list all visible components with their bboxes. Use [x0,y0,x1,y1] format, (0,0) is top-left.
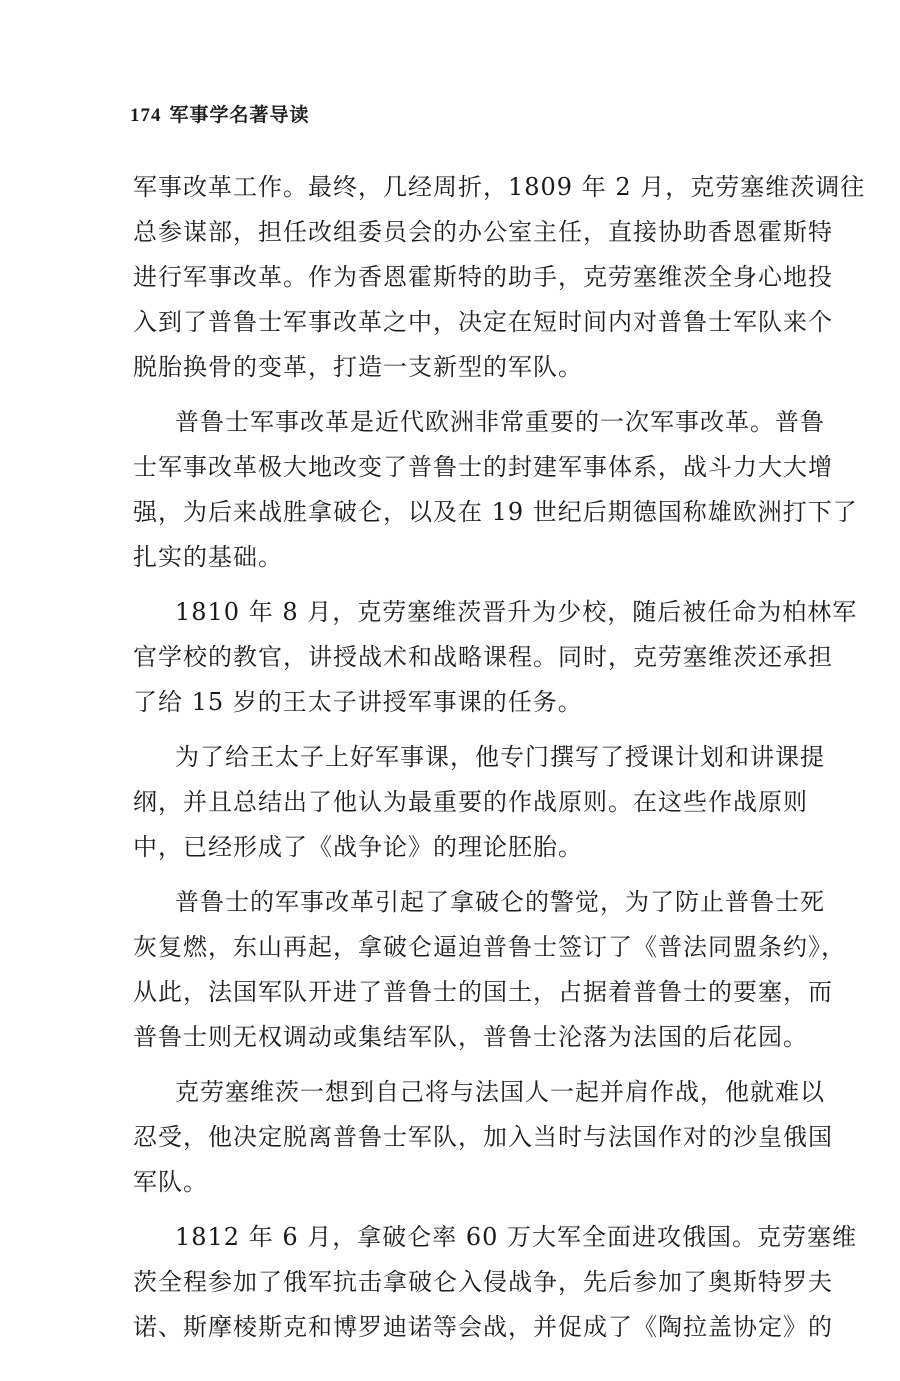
text-line: 普鲁士的军事改革引起了拿破仑的警觉，为了防止普鲁士死 [175,888,825,916]
text-line: 了给 15 岁的王太子讲授军事课的任务。 [133,688,583,716]
text-line: 扎实的基础。 [133,543,283,571]
text-line: 入到了普鲁士军事改革之中，决定在短时间内对普鲁士军队来个 [133,308,833,336]
text-line: 灰复燃，东山再起，拿破仑逼迫普鲁士签订了《普法同盟条约》， [133,933,846,961]
text-line: 1812 年 6 月，拿破仑率 60 万大军全面进攻俄国。克劳塞维 [175,1223,858,1251]
text-line: 官学校的教官，讲授战术和战略课程。同时，克劳塞维茨还承担 [133,643,833,671]
paragraph [133,1215,858,1350]
paragraph [133,1070,833,1205]
running-header [130,100,310,127]
paragraph [133,880,846,1060]
paragraph [133,165,866,390]
page-number: 174 [130,105,162,126]
text-line: 为了给王太子上好军事课，他专门撰写了授课计划和讲课提 [175,743,825,771]
text-line: 普鲁士军事改革是近代欧洲非常重要的一次军事改革。普鲁 [175,408,825,436]
paragraph [133,590,858,725]
text-line: 士军事改革极大地改变了普鲁士的封建军事体系，战斗力大大增 [133,453,833,481]
text-line: 进行军事改革。作为香恩霍斯特的助手，克劳塞维茨全身心地投 [133,263,833,291]
text-line: 从此，法国军队开进了普鲁士的国土，占据着普鲁士的要塞，而 [133,978,833,1006]
text-line: 茨全程参加了俄军抗击拿破仑入侵战争，先后参加了奥斯特罗夫 [133,1268,833,1296]
text-line: 1810 年 8 月，克劳塞维茨晋升为少校，随后被任命为柏林军 [175,598,858,626]
text-line: 总参谋部，担任改组委员会的办公室主任，直接协助香恩霍斯特 [133,218,833,246]
text-line: 军队。 [133,1168,208,1196]
text-line: 普鲁士则无权调动或集结军队，普鲁士沦落为法国的后花园。 [133,1023,808,1051]
paragraph [133,735,825,870]
text-line: 克劳塞维茨一想到自己将与法国人一起并肩作战，他就难以 [175,1078,825,1106]
paragraph [133,400,858,580]
text-line: 纲，并且总结出了他认为最重要的作战原则。在这些作战原则 [133,788,808,816]
book-title: 军事学名著导读 [169,104,310,126]
body-text [133,165,866,1350]
text-line: 忍受，他决定脱离普鲁士军队，加入当时与法国作对的沙皇俄国 [133,1123,833,1151]
text-line: 诺、斯摩棱斯克和博罗迪诺等会战，并促成了《陶拉盖协定》的 [133,1313,833,1341]
text-line: 中，已经形成了《战争论》的理论胚胎。 [133,833,583,861]
text-line: 强，为后来战胜拿破仑，以及在 19 世纪后期德国称雄欧洲打下了 [133,498,858,526]
text-line: 军事改革工作。最终，几经周折，1809 年 2 月，克劳塞维茨调往 [133,173,866,201]
text-line: 脱胎换骨的变革，打造一支新型的军队。 [133,353,583,381]
